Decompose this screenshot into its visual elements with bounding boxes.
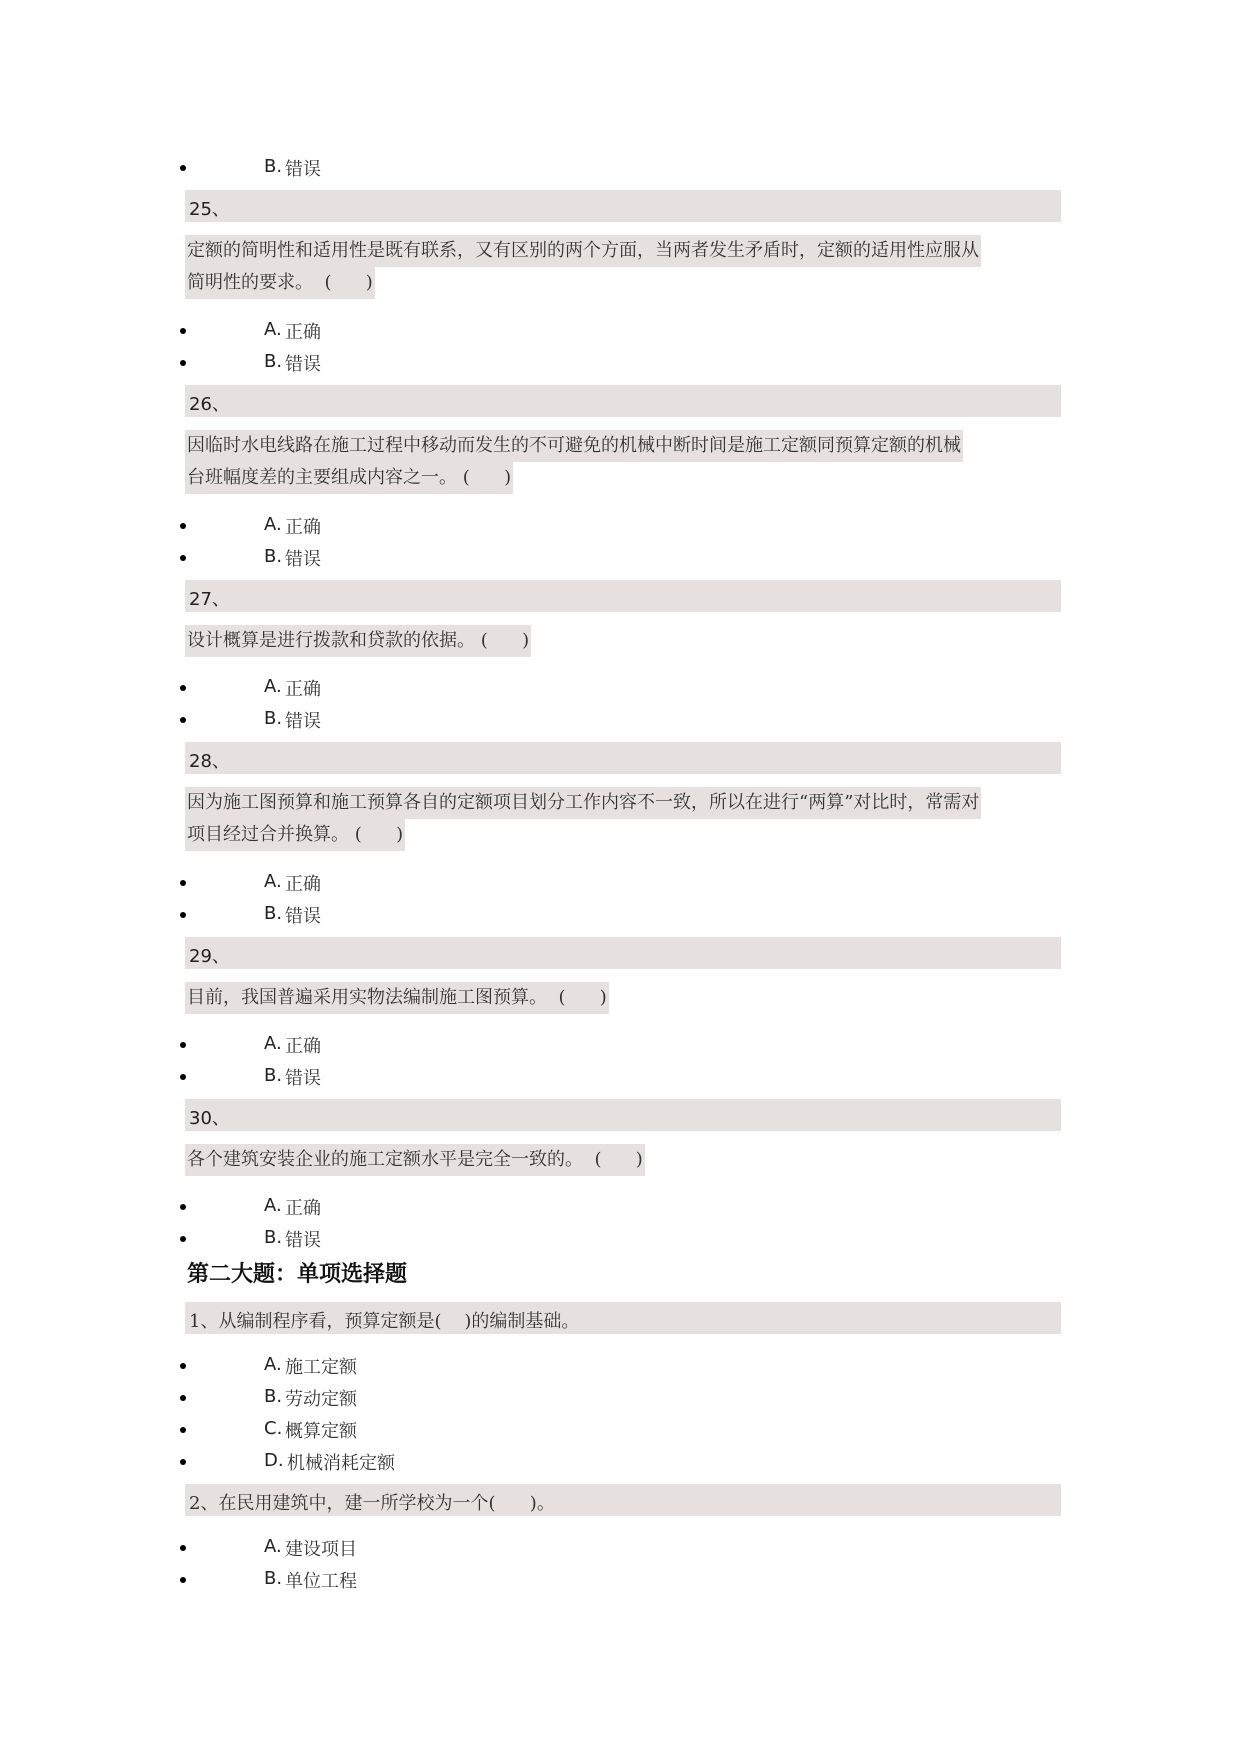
question-line: 定额的简明性和适用性是既有联系，又有区别的两个方面，当两者发生矛盾时，定额的适用性应服从 (185, 235, 981, 267)
option-text: 正确 (285, 1198, 321, 1219)
option-text: 正确 (285, 1036, 321, 1057)
option-text: 错误 (285, 159, 321, 180)
list-item (0, 315, 1241, 345)
question-number-bar (185, 580, 1061, 612)
bullet-icon (180, 1545, 186, 1551)
question-line: 简明性的要求。 ( ) (185, 267, 375, 299)
question-number: 25、 (189, 199, 230, 220)
list-item (0, 510, 1241, 540)
option-text: 正确 (285, 874, 321, 895)
bullet-icon (180, 328, 186, 334)
question-bar (185, 1484, 1061, 1516)
list-item (0, 1029, 1241, 1059)
question-number: 26、 (189, 394, 230, 415)
list-item (0, 1532, 1241, 1562)
question-number-bar (185, 742, 1061, 774)
option-text: 正确 (285, 679, 321, 700)
bullet-icon (180, 1074, 186, 1080)
question-text (185, 625, 531, 657)
question-line: 设计概算是进行拨款和贷款的依据。 ( ) (185, 625, 531, 657)
option-letter: A. (264, 676, 282, 697)
option-letter: C. (264, 1418, 283, 1439)
option-text: 错误 (285, 1230, 321, 1251)
option-letter: B. (264, 156, 283, 177)
option-letter: A. (264, 1033, 282, 1054)
bullet-icon (180, 685, 186, 691)
list-item (0, 152, 1241, 182)
bullet-icon (180, 1236, 186, 1242)
question-text (185, 982, 609, 1014)
bullet-icon (180, 912, 186, 918)
question-line: 目前，我国普遍采用实物法编制施工图预算。 ( ) (185, 982, 609, 1014)
list-item (0, 1414, 1241, 1444)
question-text (185, 430, 963, 494)
option-letter: B. (264, 1227, 283, 1248)
option-letter: A. (264, 1536, 282, 1557)
bullet-icon (180, 165, 186, 171)
option-letter: B. (264, 1568, 283, 1589)
list-item (0, 542, 1241, 572)
option-letter: B. (264, 351, 283, 372)
list-item (0, 1061, 1241, 1091)
option-text: 建设项目 (285, 1539, 357, 1560)
question-text (185, 787, 981, 851)
question-text: 2、在民用建筑中，建一所学校为一个( )。 (189, 1493, 555, 1514)
list-item (0, 347, 1241, 377)
option-letter: A. (264, 871, 282, 892)
question-text (185, 1144, 645, 1176)
question-line: 台班幅度差的主要组成内容之一。 ( ) (185, 462, 513, 494)
section-title: 第二大题：单项选择题 (187, 1262, 408, 1287)
list-item (0, 1223, 1241, 1253)
option-letter: B. (264, 903, 283, 924)
list-item (0, 1350, 1241, 1380)
option-text: 单位工程 (285, 1571, 357, 1592)
bullet-icon (180, 1459, 186, 1465)
option-letter: B. (264, 1386, 283, 1407)
bullet-icon (180, 523, 186, 529)
bullet-icon (180, 360, 186, 366)
option-letter: B. (264, 1065, 283, 1086)
bullet-icon (180, 1395, 186, 1401)
option-text: 施工定额 (285, 1357, 357, 1378)
question-line: 项目经过合并换算。 ( ) (185, 819, 405, 851)
question-line: 因为施工图预算和施工预算各自的定额项目划分工作内容不一致，所以在进行“两算”对比时，常需对 (185, 787, 981, 819)
option-letter: A. (264, 514, 282, 535)
option-text: 错误 (285, 711, 321, 732)
option-letter: D. (264, 1450, 284, 1471)
list-item (0, 867, 1241, 897)
option-text: 正确 (285, 517, 321, 538)
question-bar (185, 1302, 1061, 1334)
question-number-bar (185, 937, 1061, 969)
option-letter: A. (264, 1195, 282, 1216)
option-letter: B. (264, 708, 283, 729)
option-text: 正确 (285, 322, 321, 343)
question-text (185, 235, 981, 299)
bullet-icon (180, 1577, 186, 1583)
list-item (0, 1446, 1241, 1476)
question-number: 27、 (189, 589, 230, 610)
option-text: 错误 (285, 354, 321, 375)
bullet-icon (180, 1363, 186, 1369)
list-item (0, 1564, 1241, 1594)
question-number-bar (185, 385, 1061, 417)
question-number: 30、 (189, 1108, 230, 1129)
list-item (0, 1191, 1241, 1221)
list-item (0, 899, 1241, 929)
question-number: 29、 (189, 946, 230, 967)
list-item (0, 1382, 1241, 1412)
question-text: 1、从编制程序看，预算定额是( )的编制基础。 (189, 1311, 580, 1332)
option-text: 错误 (285, 906, 321, 927)
option-letter: A. (264, 319, 282, 340)
bullet-icon (180, 1204, 186, 1210)
question-line: 各个建筑安装企业的施工定额水平是完全一致的。 ( ) (185, 1144, 645, 1176)
question-number: 28、 (189, 751, 230, 772)
option-text: 错误 (285, 549, 321, 570)
list-item (0, 704, 1241, 734)
option-text: 劳动定额 (285, 1389, 357, 1410)
bullet-icon (180, 555, 186, 561)
question-line: 因临时水电线路在施工过程中移动而发生的不可避免的机械中断时间是施工定额同预算定额的机械 (185, 430, 963, 462)
list-item (0, 672, 1241, 702)
option-text: 概算定额 (285, 1421, 357, 1442)
question-number-bar (185, 1099, 1061, 1131)
bullet-icon (180, 1427, 186, 1433)
option-letter: B. (264, 546, 283, 567)
bullet-icon (180, 1042, 186, 1048)
option-letter: A. (264, 1354, 282, 1375)
option-text: 错误 (285, 1068, 321, 1089)
bullet-icon (180, 717, 186, 723)
question-number-bar (185, 190, 1061, 222)
bullet-icon (180, 880, 186, 886)
option-text: 机械消耗定额 (287, 1453, 395, 1474)
